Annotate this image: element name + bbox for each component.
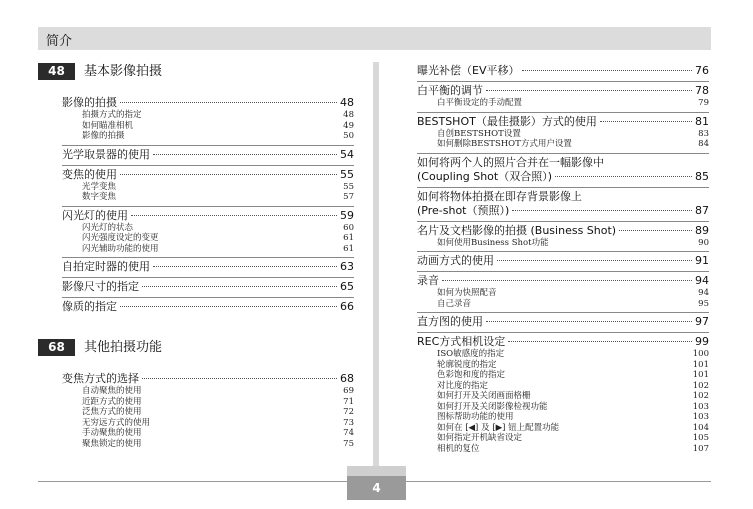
toc-entry-label[interactable]: 影像尺寸的指定 [62,280,139,293]
dot-leader [619,230,692,231]
toc-subentry-page: 49 [343,120,354,131]
toc-entry-label[interactable]: 变焦的使用 [62,167,117,181]
chapter-title: 简介 [46,34,73,49]
toc-subentry-label[interactable]: 如何打开及关闭影像检视功能 [437,401,548,412]
toc-subentry-label[interactable]: 光学变焦 [82,181,117,192]
toc-entry[interactable] [62,370,354,449]
toc-entry-label[interactable]: REC方式相机设定 [417,335,506,348]
toc-subentry[interactable] [62,397,354,408]
section-start-page: 68 [38,339,75,356]
dot-leader [600,121,692,122]
toc-subentry[interactable] [417,129,709,140]
toc-entry[interactable] [417,112,709,150]
toc-subentry-page: 73 [343,417,354,428]
toc-subentry-label[interactable]: 无穷远方式的使用 [82,417,151,428]
toc-subentry-page: 69 [343,386,354,396]
toc-subentry-label[interactable]: 闪光强度设定的变更 [82,233,159,243]
toc-subentry-label[interactable]: 影像的拍摄 [82,131,125,141]
toc-entry-label[interactable]: 变焦方式的选择 [62,372,139,385]
section-title: 其他拍摄功能 [84,340,163,355]
toc-subentry[interactable] [62,407,354,418]
toc-entry[interactable] [417,153,709,184]
toc-entry-label[interactable]: 名片及文档影像的拍摄 (Business Shot) [417,223,617,237]
toc-subentry-page: 72 [343,407,354,417]
toc-subentry-label[interactable]: 色彩饱和度的指定 [437,370,506,380]
toc-entry-label[interactable]: 影像的拍摄 [62,96,117,109]
toc-subentry-label[interactable]: 如何为快照配音 [437,288,497,298]
toc-subentry-label[interactable]: 近距方式的使用 [82,396,142,407]
toc-subentry[interactable] [62,131,354,142]
toc-entry-label[interactable]: 自拍定时器的使用 [62,260,150,273]
dot-leader [508,341,692,342]
toc-entry-page: 91 [695,254,709,267]
toc-subentry-label[interactable]: ISO敏感度的指定 [437,349,505,359]
toc-entry-label[interactable]: 曝光补偿（EV平移） [417,64,520,77]
dot-leader [497,260,692,261]
toc-subentry[interactable] [417,238,709,249]
toc-subentry[interactable] [417,288,709,299]
toc-subentry[interactable] [62,418,354,429]
toc-entry[interactable] [62,145,354,162]
toc-entry-row[interactable] [417,224,709,238]
toc-subentry-label[interactable]: 如何打开及关闭画面格栅 [437,391,531,401]
toc-entry-label[interactable]: 动画方式的使用 [417,254,494,267]
toc-subentry-page: 71 [343,396,354,407]
toc-subentry-label[interactable]: 如何指定开机缺省设定 [437,433,523,443]
toc-entry-row[interactable] [62,148,354,162]
toc-entry-row[interactable] [62,372,354,386]
toc-subentry-label[interactable]: 自创BESTSHOT设置 [437,128,521,139]
toc-entry-label[interactable]: BESTSHOT（最佳摄影）方式的使用 [417,114,597,128]
toc-subentry-page: 57 [343,192,354,202]
toc-subentry-label[interactable]: 轮廓锐度的指定 [437,359,497,370]
toc-subentry-page: 107 [692,443,709,454]
toc-subentry[interactable] [62,428,354,439]
toc-subentry-label[interactable]: 拍摄方式的指定 [82,110,142,120]
toc-subentry[interactable] [417,370,709,381]
toc-entry-label[interactable]: (Coupling Shot（双合照）) [417,169,553,183]
toc-subentry[interactable] [417,391,709,402]
toc-subentry[interactable] [62,233,354,244]
section-heading [38,62,354,82]
toc-subentry[interactable] [62,223,354,234]
toc-subentry-label[interactable]: 聚焦锁定的使用 [82,438,142,449]
toc-subentry[interactable] [417,349,709,360]
toc-entry-label[interactable]: 光学取景器的使用 [62,147,150,161]
toc-entry-page: 76 [695,64,709,77]
toc-subentry-page: 105 [692,433,709,443]
toc-entry-row[interactable] [62,280,354,294]
toc-entry-row[interactable] [62,300,354,314]
toc-entry-page: 65 [340,280,354,293]
toc-entry[interactable] [417,221,709,249]
toc-entry-page: 97 [695,315,709,328]
toc-subentry-label[interactable]: 如何在 [◀] 及 [▶] 钮上配置功能 [437,422,560,433]
footer-rule-left [38,481,347,482]
toc-entry-title-line: 如何将物体拍摄在即存背景影像上 [417,189,582,203]
toc-subentry-page: 74 [343,428,354,438]
toc-subentry[interactable] [417,139,709,150]
toc-entry-page: 89 [695,223,709,237]
toc-subentry-label[interactable]: 闪光灯的状态 [82,222,134,233]
section-heading [38,338,354,358]
toc-subentry[interactable] [62,386,354,397]
toc-entry-page: 59 [340,208,354,222]
toc-entry[interactable] [62,257,354,274]
toc-entry-row[interactable] [417,204,709,218]
toc-subentry[interactable] [417,444,709,455]
toc-entry-row[interactable] [417,274,709,288]
toc-subentry-page: 79 [698,98,709,108]
toc-subentry[interactable] [417,360,709,371]
toc-subentry[interactable] [62,121,354,132]
column-divider [373,62,379,466]
toc-subentry-label[interactable]: 白平衡设定的手动配置 [437,98,523,108]
toc-entry-page: 87 [695,203,709,217]
dot-leader [442,280,692,281]
toc-subentry-label[interactable]: 数字变焦 [82,192,117,202]
toc-subentry-label[interactable]: 自己录音 [437,298,472,309]
dot-leader [153,154,337,155]
toc-entry[interactable] [417,271,709,309]
toc-entry[interactable] [62,206,354,255]
toc-subentry-page: 103 [692,401,709,412]
dot-leader [142,378,337,379]
section-start-page: 48 [38,63,75,80]
toc-entry-row[interactable] [417,254,709,268]
dot-leader [486,321,692,322]
toc-subentry-page: 55 [343,181,354,192]
toc-entry[interactable] [62,94,354,142]
toc-entry-page: 81 [695,114,709,128]
toc-entry-page: 55 [340,167,354,181]
toc-subentry-label[interactable]: 如何使用Business Shot功能 [437,237,549,248]
page-tab-cap [347,466,406,476]
toc-left-column [48,62,354,449]
toc-subentry-label[interactable]: 图标帮助功能的使用 [437,412,514,422]
toc-subentry-page: 94 [698,288,709,298]
toc-subentry-page: 90 [698,237,709,248]
toc-entry-page: 54 [340,147,354,161]
toc-subentry-label[interactable]: 相机的复位 [437,443,480,454]
toc-entry[interactable] [417,312,709,329]
toc-entry-page: 48 [340,96,354,109]
toc-entry-page: 85 [695,169,709,183]
footer-rule-right [406,481,711,482]
dot-leader [512,210,692,211]
toc-entry-label[interactable]: (Pre-shot（预照）) [417,203,510,217]
toc-entry[interactable] [62,165,354,203]
toc-entry-row[interactable] [417,315,709,329]
toc-entry-page: 94 [695,274,709,287]
toc-entry[interactable] [417,251,709,268]
toc-subentry-page: 61 [343,233,354,243]
toc-subentry-page: 101 [692,359,709,370]
toc-subentry-page: 100 [692,349,709,359]
toc-subentry-page: 75 [343,438,354,449]
toc-entry-label[interactable]: 直方图的使用 [417,315,483,328]
toc-entry-title-line: 如何将两个人的照片合并在一幅影像中 [417,155,604,169]
toc-subentry-page: 48 [343,110,354,120]
toc-entry-row[interactable] [62,209,354,223]
page-number: 4 [347,476,406,500]
toc-subentry-page: 102 [692,380,709,391]
toc-subentry-page: 103 [692,412,709,422]
toc-entry[interactable] [417,332,709,454]
toc-entry-label[interactable]: 闪光灯的使用 [62,208,128,222]
dot-leader [120,102,337,103]
toc-subentry-page: 95 [698,298,709,309]
toc-subentry-page: 83 [698,128,709,139]
toc-subentry-label[interactable]: 如何瞄准相机 [82,120,134,131]
dot-leader [522,70,692,71]
chapter-header [38,27,711,50]
toc-entry[interactable] [62,297,354,314]
toc-entry-page: 99 [695,335,709,348]
toc-entry-page: 68 [340,372,354,385]
toc-subentry-label[interactable]: 泛焦方式的使用 [82,407,142,417]
toc-right-column [417,62,709,454]
toc-entry-row[interactable] [62,260,354,274]
toc-entry-row[interactable] [62,168,354,182]
toc-subentry-label[interactable]: 自动聚焦的使用 [82,386,142,396]
toc-subentry[interactable] [417,433,709,444]
toc-entry-row[interactable] [417,115,709,129]
toc-subentry[interactable] [417,381,709,392]
dot-leader [120,306,337,307]
toc-entry-page: 63 [340,260,354,273]
toc-entry[interactable] [62,277,354,294]
toc-subentry-label[interactable]: 如何删除BESTSHOT方式用户设置 [437,139,572,149]
toc-entry-row[interactable] [417,170,709,184]
dot-leader [153,266,337,267]
section-title: 基本影像拍摄 [84,64,163,79]
toc-entry-page: 66 [340,300,354,313]
toc-entry[interactable] [417,187,709,218]
dot-leader [555,176,692,177]
toc-entry[interactable] [417,62,709,78]
dot-leader [120,174,337,175]
toc-subentry[interactable] [417,299,709,310]
toc-entry-page: 78 [695,84,709,97]
toc-entry-label[interactable]: 白平衡的调节 [417,84,483,97]
toc-subentry-page: 84 [698,139,709,149]
section-gap [62,314,354,338]
toc-subentry-page: 60 [343,222,354,233]
toc-subentry[interactable] [417,402,709,413]
toc-subentry-page: 50 [343,131,354,141]
toc-subentry-page: 102 [692,391,709,401]
toc-subentry[interactable] [62,110,354,121]
toc-subentry[interactable] [62,182,354,193]
toc-entry-row[interactable] [417,64,709,78]
dot-leader [131,215,337,216]
toc-subentry[interactable] [62,192,354,203]
toc-entry-row[interactable] [62,96,354,110]
toc-subentry-page: 101 [692,370,709,380]
toc-subentry-label[interactable]: 闪光辅助功能的使用 [82,243,159,254]
toc-subentry-page: 104 [692,422,709,433]
toc-entry-row[interactable] [417,84,709,98]
toc-subentry[interactable] [62,439,354,450]
toc-subentry-label[interactable]: 对比度的指定 [437,380,489,391]
toc-entry-row[interactable] [417,335,709,349]
toc-entry-label[interactable]: 录音 [417,274,439,287]
toc-subentry-label[interactable]: 手动聚焦的使用 [82,428,142,438]
dot-leader [142,286,337,287]
toc-subentry[interactable] [62,244,354,255]
toc-entry-label[interactable]: 像质的指定 [62,300,117,313]
toc-subentry-page: 61 [343,243,354,254]
toc-subentry[interactable] [417,423,709,434]
toc-subentry[interactable] [417,412,709,423]
toc-entry[interactable] [417,81,709,109]
toc-subentry[interactable] [417,98,709,109]
dot-leader [486,90,692,91]
